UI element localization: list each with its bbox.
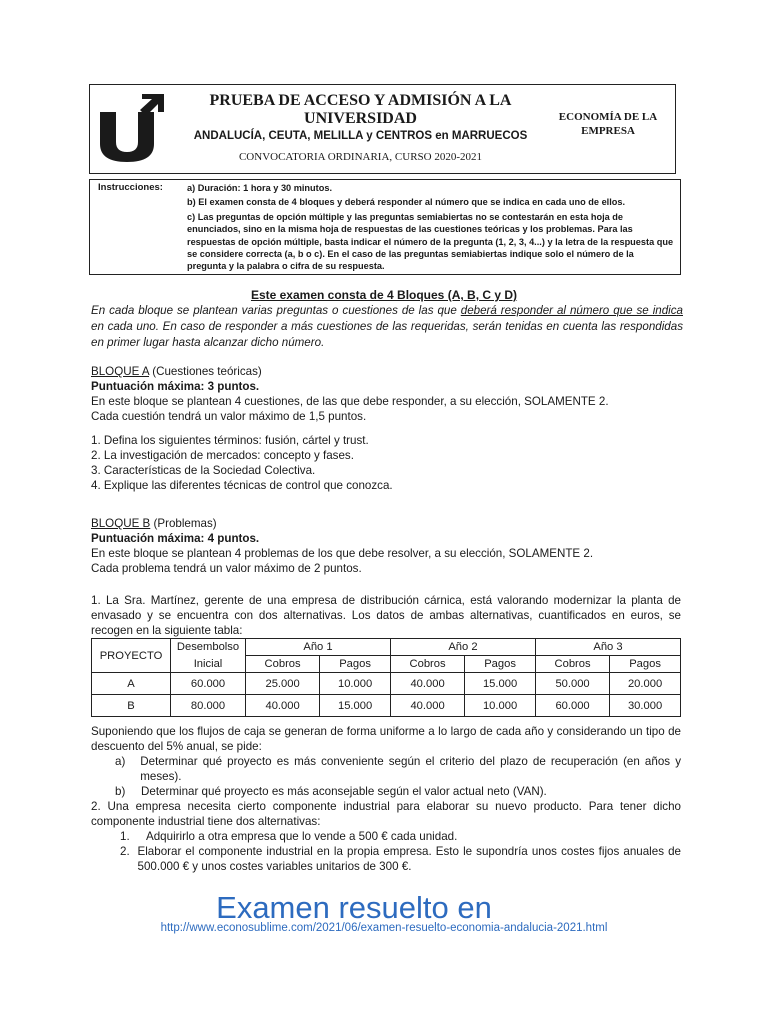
solution-link[interactable]: http://www.econosublime.com/2021/06/examen-resuelto-economia-andalucia-2021.html: [160, 922, 608, 934]
subject-title: ECONOMÍA DE LA EMPRESA: [558, 111, 658, 137]
table-header: Inicial: [171, 656, 246, 673]
table-header: Pagos: [610, 656, 681, 673]
bloque-a-heading: BLOQUE A (Cuestiones teóricas): [91, 365, 262, 378]
problem-2-statement: 2. Una empresa necesita cierto componente industrial para elaborar su nuevo producto. Para tener dicho componente industrial tiene dos alternativas:: [91, 800, 681, 828]
table-cell: 40.000: [390, 695, 464, 717]
exam-structure-title: Este examen consta de 4 Bloques (A, B, C y D): [250, 288, 518, 302]
table-header: Año 1: [246, 639, 391, 656]
question-item: 2. La investigación de mercados: concepto y fases.: [91, 449, 354, 462]
problem-1-statement: Suponiendo que los flujos de caja se generan de forma uniforme a lo largo de cada año y considerando un tipo de descuento del 5% anual, se pide:: [91, 725, 681, 753]
table-cell: 40.000: [246, 695, 320, 717]
table-cell: 10.000: [465, 695, 536, 717]
table-cell: 80.000: [171, 695, 246, 717]
problem-2: [91, 799, 681, 874]
question-item: 3. Características de la Sociedad Colectiva.: [91, 464, 316, 477]
bloque-b-heading: BLOQUE B (Problemas): [91, 517, 217, 530]
list-item: 1. Adquirirlo a otra empresa que lo vende a 500 € cada unidad.: [120, 830, 458, 843]
instructions-text: [187, 182, 675, 275]
list-item: b) Determinar qué proyecto es más aconsejable según el valor actual neto (VAN).: [115, 785, 547, 798]
table-cell: 30.000: [610, 695, 681, 717]
bloque-b-score: Puntuación máxima: 4 puntos.: [91, 532, 260, 545]
problem-1-followup: [91, 724, 681, 799]
table-cell: 50.000: [535, 673, 609, 695]
problem-1-text: 1. La Sra. Martínez, gerente de una empresa de distribución cárnica, está valorando modernizar la planta de envasado y se encuentra con dos alternativas. Los datos de ambas alternativas, cuantificados en euros, se recogen en la siguiente tabla:: [91, 594, 681, 637]
table-cell: 15.000: [320, 695, 391, 717]
bloque-a-desc: Cada cuestión tendrá un valor máximo de 1,5 puntos.: [91, 410, 367, 423]
table-header: Pagos: [320, 656, 391, 673]
table-cell: A: [92, 673, 171, 695]
table-cell: 25.000: [246, 673, 320, 695]
question-item: 1. Defina los siguientes términos: fusión, cártel y trust.: [91, 434, 369, 447]
table-header: Año 3: [535, 639, 680, 656]
bloque-a-score: Puntuación máxima: 3 puntos.: [91, 380, 260, 393]
bloque-a-desc: En este bloque se plantean 4 cuestiones, de las que debe responder, a su elección, SOLAMENTE 2.: [91, 395, 609, 408]
exam-title: PRUEBA DE ACCESO Y ADMISIÓN A LA UNIVERSIDAD: [209, 92, 512, 127]
table-header: Año 2: [390, 639, 535, 656]
table-cell: 10.000: [320, 673, 391, 695]
table-header: Cobros: [246, 656, 320, 673]
table-row: [92, 695, 681, 717]
table-cell: 15.000: [465, 673, 536, 695]
table-header: PROYECTO: [92, 639, 171, 673]
list-item: a) Determinar qué proyecto es más conveniente según el criterio del plazo de recuperación (en años y meses).: [115, 755, 681, 783]
table-header: Pagos: [465, 656, 536, 673]
instruction-b: b) El examen consta de 4 bloques y deberá responder al número que se indica en cada uno de ellos.: [187, 197, 626, 208]
table-cell: B: [92, 695, 171, 717]
table-row: [92, 673, 681, 695]
projects-table: [91, 638, 681, 717]
bloque-b-desc: Cada problema tendrá un valor máximo de 2 puntos.: [91, 562, 362, 575]
table-cell: 60.000: [171, 673, 246, 695]
bloque-a: [91, 364, 691, 493]
instruction-c: c) Las preguntas de opción múltiple y las preguntas semiabiertas no se contestarán en esta hoja de enunciados, sino en la misma hoja de respuestas de las cuestiones teóricas y los problemas. Para las respuestas de opción múltiple, basta indicar el número de la pregunta (1, 2, 3, 4...) y la letra de la respuesta que se considere correcta (a, b o c). En el caso de las preguntas semiabiertas indique solo el número de la pregunta y la palabra o cifra de su respuesta.: [187, 211, 674, 272]
table-cell: 20.000: [610, 673, 681, 695]
bloque-b: [91, 516, 691, 576]
instruction-a: a) Duración: 1 hora y 30 minutos.: [187, 183, 332, 193]
table-cell: 40.000: [390, 673, 464, 695]
bloque-b-desc: En este bloque se plantean 4 problemas de los que debe resolver, a su elección, SOLAMENTE 2.: [91, 547, 594, 560]
list-item: 2. Elaborar el componente industrial en la propia empresa. Esto le supondría unos costes fijos anuales de 500.000 € y unos costes variables unitarios de 300 €.: [120, 845, 681, 873]
promo-text: Examen resuelto en: [216, 890, 492, 925]
university-logo: [96, 92, 166, 164]
table-header: Cobros: [535, 656, 609, 673]
question-item: 4. Explique las diferentes técnicas de control que conozca.: [91, 479, 393, 492]
region-line: ANDALUCÍA, CEUTA, MELILLA y CENTROS en MARRUECOS: [193, 130, 528, 142]
table-cell: 60.000: [535, 695, 609, 717]
table-header: Cobros: [390, 656, 464, 673]
table-header: Desembolso: [171, 639, 246, 656]
instructions-label: Instrucciones:: [98, 182, 163, 193]
convocatoria-line: CONVOCATORIA ORDINARIA, CURSO 2020-2021: [238, 151, 483, 163]
exam-intro: En cada bloque se plantean varias preguntas o cuestiones de las que deberá responder al número que se indica en cada uno. En caso de responder a más cuestiones de las requeridas, serán tenidas en cuenta las respondidas en primer lugar hasta alcanzar dicho número.: [91, 304, 683, 349]
